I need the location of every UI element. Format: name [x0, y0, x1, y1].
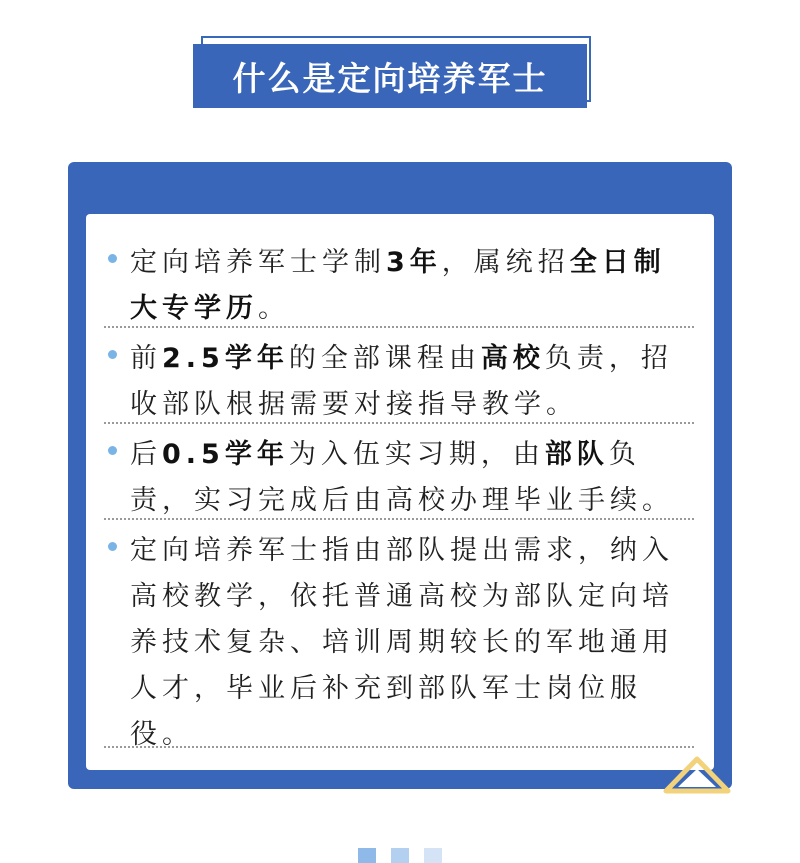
- bullet-dot-icon: [108, 254, 117, 263]
- bold-segment: 2.5学年: [162, 343, 289, 374]
- bottom-deco-square: [358, 848, 376, 863]
- bottom-deco-square: [424, 848, 442, 863]
- corner-triangle-icon: [662, 755, 732, 795]
- list-item: [104, 336, 694, 424]
- bold-segment: 高校: [480, 343, 545, 374]
- list-item: [104, 528, 694, 748]
- bold-segment: 部队: [544, 439, 609, 470]
- text-segment: ，属统招: [441, 247, 570, 278]
- bold-segment: 全日制大专学历: [130, 247, 666, 324]
- page-title: 什么是定向培养军士: [193, 44, 587, 108]
- bullet-dot-icon: [108, 542, 117, 551]
- text-segment: 负责，实习完成后由高校办理毕业手续。: [130, 439, 674, 516]
- list-item: [104, 432, 694, 520]
- title-banner: [193, 36, 601, 108]
- list-item-text: [130, 240, 688, 332]
- list-item: [104, 240, 694, 328]
- bullet-dot-icon: [108, 350, 117, 359]
- text-segment: 前: [130, 343, 162, 374]
- list-item-text: [130, 432, 688, 524]
- text-segment: 定向培养军士指由部队提出需求，纳入高校教学，依托普通高校为部队定向培养技术复杂、培训周期较长的军地通用人才，毕业后补充到部队军士岗位服役。: [130, 535, 674, 750]
- text-segment: 定向培养军士学制: [130, 247, 386, 278]
- bullet-dot-icon: [108, 446, 117, 455]
- text-segment: 后: [130, 439, 162, 470]
- text-segment: 。: [258, 293, 290, 324]
- list-item-text: [130, 336, 688, 428]
- bold-segment: 0.5学年: [162, 439, 289, 470]
- text-segment: 负责，招收部队根据需要对接指导教学。: [130, 343, 673, 420]
- text-segment: 的全部课程由: [288, 343, 481, 374]
- list-item-text: [130, 528, 688, 758]
- text-segment: 为入伍实习期，由: [288, 439, 545, 470]
- bold-segment: 3年: [386, 247, 442, 278]
- bottom-deco-square: [391, 848, 409, 863]
